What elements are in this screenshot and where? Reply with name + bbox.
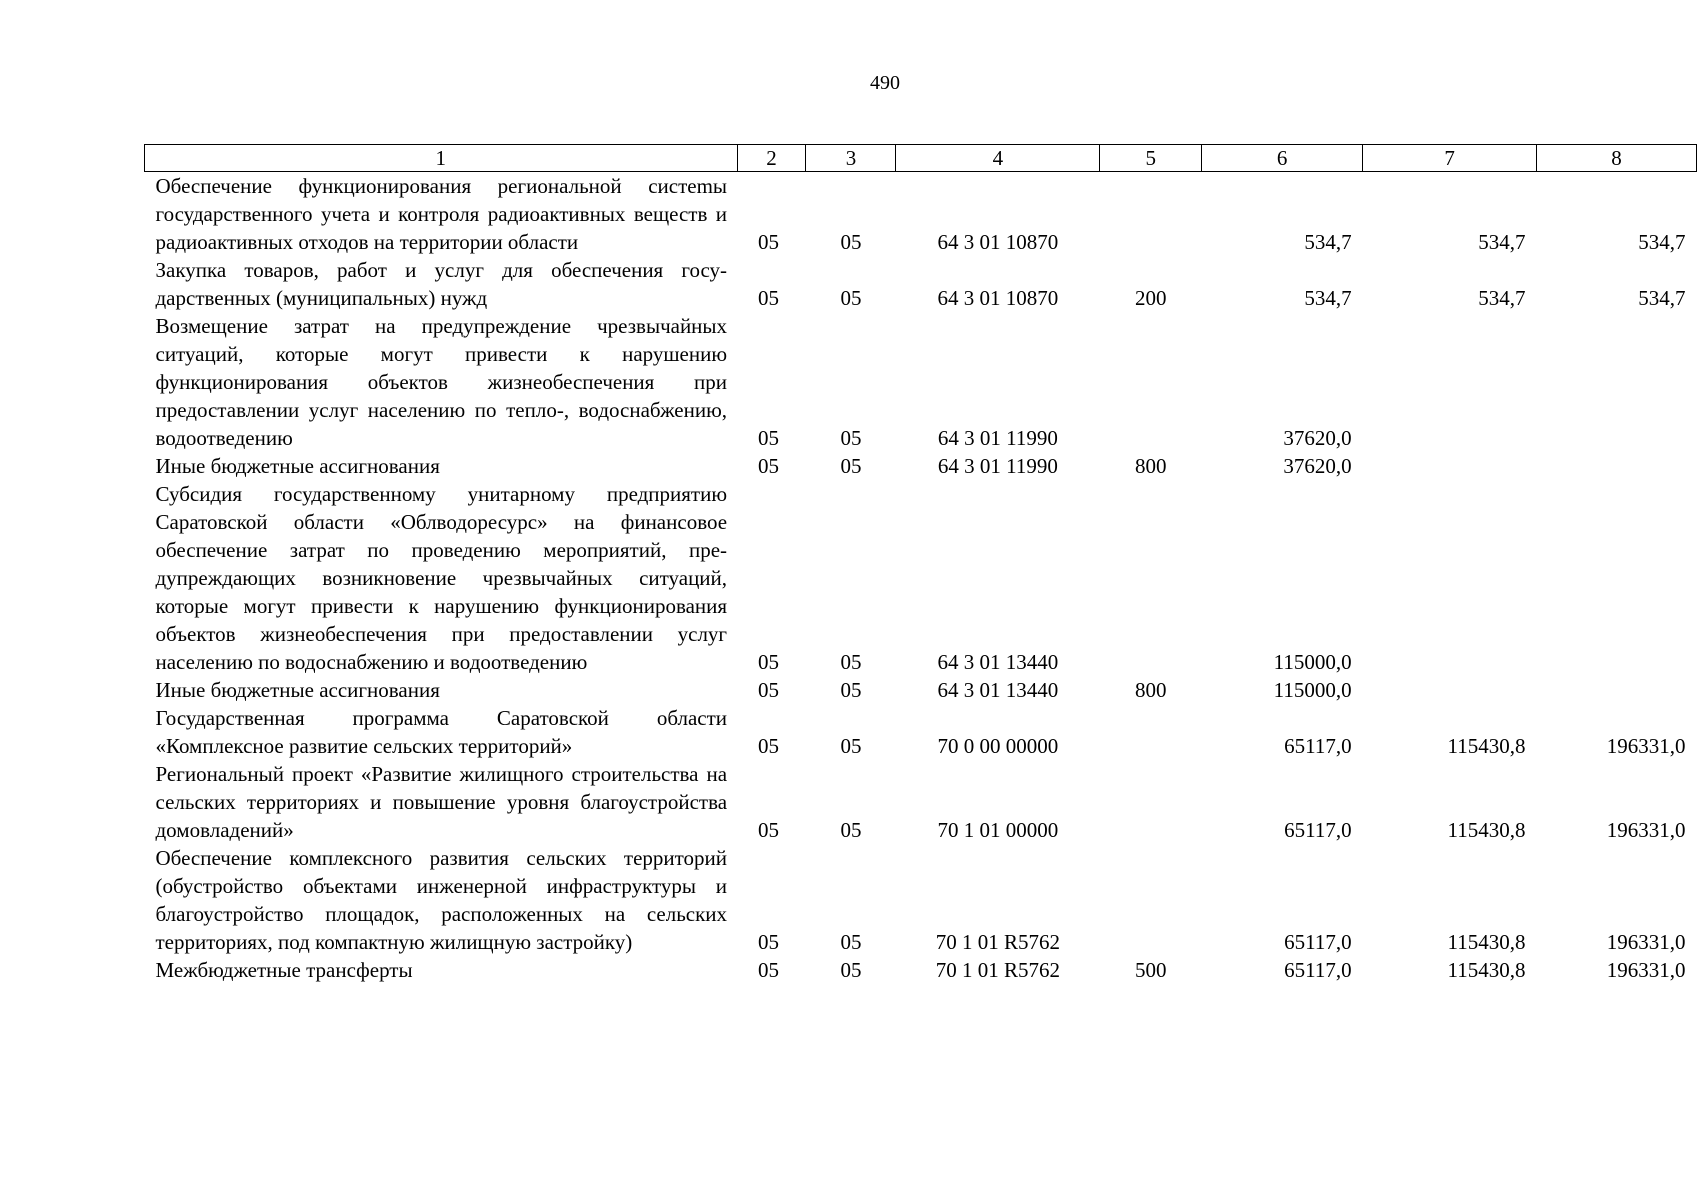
expense-type-code (1100, 312, 1202, 452)
section-code: 05 (758, 818, 780, 842)
amount-col-8: 196331,0 (1606, 734, 1686, 758)
page-number: 490 (870, 72, 900, 94)
amount-col-8: 196331,0 (1606, 930, 1686, 954)
column-header: 7 (1363, 145, 1537, 172)
target-article-code: 70 0 00 00000 (937, 734, 1059, 758)
item-name: Иные бюджетные ассигнования (155, 454, 440, 478)
expense-type-code (1100, 760, 1202, 844)
amount-col-7 (1363, 312, 1537, 452)
section-code: 05 (758, 454, 780, 478)
amount-col-6: 115000,0 (1273, 650, 1352, 674)
target-article-code: 70 1 01 R5762 (935, 958, 1060, 982)
section-code: 05 (758, 958, 780, 982)
amount-col-8: 534,7 (1638, 286, 1686, 310)
subsection-code: 05 (840, 678, 862, 702)
expense-type-code: 800 (1135, 678, 1167, 702)
amount-col-8: 534,7 (1638, 230, 1686, 254)
column-header: 3 (806, 145, 896, 172)
item-name: Обеспечение комплексного развития сельских территорий (обустройство объектами инженерной инфраструктуры и благоустройство площадок, расположенных на сельских территориях, под компактную жилищную застройку) (155, 846, 728, 954)
item-name: Государственная программа Саратовской области «Комплексное развитие сельских территорий» (155, 706, 728, 758)
amount-col-6: 37620,0 (1283, 454, 1352, 478)
amount-col-7 (1363, 452, 1537, 480)
amount-col-6: 115000,0 (1273, 678, 1352, 702)
subsection-code: 05 (840, 286, 862, 310)
table-row (145, 256, 1697, 312)
table-row (145, 172, 1697, 257)
target-article-code: 70 1 01 00000 (937, 818, 1059, 842)
target-article-code: 64 3 01 13440 (937, 678, 1059, 702)
column-header: 1 (145, 145, 738, 172)
item-name: Региональный проект «Развитие жилищного строительства на сельских территориях и повышение уровня благоустройства домовладений» (155, 762, 728, 842)
table-row (145, 312, 1697, 452)
table-row (145, 704, 1697, 760)
subsection-code: 05 (840, 958, 862, 982)
amount-col-6: 65117,0 (1284, 930, 1352, 954)
budget-table (144, 144, 1697, 984)
amount-col-7: 115430,8 (1447, 734, 1526, 758)
target-article-code: 64 3 01 10870 (937, 230, 1059, 254)
target-article-code: 64 3 01 13440 (937, 650, 1059, 674)
section-code: 05 (758, 230, 780, 254)
table-row (145, 452, 1697, 480)
item-name: Закупка товаров, работ и услуг для обеспечения государственных (муниципальных) нужд (155, 258, 728, 310)
subsection-code: 05 (840, 930, 862, 954)
expense-type-code: 800 (1135, 454, 1167, 478)
table-row (145, 480, 1697, 676)
subsection-code: 05 (840, 734, 862, 758)
column-header: 5 (1100, 145, 1202, 172)
target-article-code: 70 1 01 R5762 (935, 930, 1060, 954)
amount-col-6: 37620,0 (1283, 426, 1352, 450)
item-name: Обеспечение функционирования региональной систеmы государственного учета и контроля радиоактивных веществ и радиоактивных отходов на территории области (155, 174, 728, 254)
section-code: 05 (758, 734, 780, 758)
amount-col-7: 115430,8 (1447, 930, 1526, 954)
column-header: 2 (737, 145, 806, 172)
amount-col-8 (1537, 676, 1697, 704)
amount-col-7: 534,7 (1478, 286, 1526, 310)
amount-col-7 (1363, 480, 1537, 676)
table-row (145, 956, 1697, 984)
amount-col-6: 65117,0 (1284, 958, 1352, 982)
section-code: 05 (758, 650, 780, 674)
amount-col-8 (1537, 480, 1697, 676)
table-row (145, 676, 1697, 704)
amount-col-8: 196331,0 (1606, 958, 1686, 982)
section-code: 05 (758, 286, 780, 310)
target-article-code: 64 3 01 11990 (937, 454, 1058, 478)
item-name: Субсидия государственному унитарному предприятию Саратовской области «Облводоресурс» на финансовое обеспечение затрат по проведению мероприятий, предупреждающих возникновение чрезвычайных ситуаций, которые могут привести к нарушению функционирования объектов жизнеобеспечения при предоставлении услуг населению по водоснабжению и водоотведению (155, 482, 728, 674)
table-row (145, 844, 1697, 956)
amount-col-6: 534,7 (1304, 286, 1352, 310)
amount-col-7: 115430,8 (1447, 818, 1526, 842)
column-number-header-row (145, 145, 1697, 172)
expense-type-code (1100, 480, 1202, 676)
subsection-code: 05 (840, 426, 862, 450)
table-row (145, 760, 1697, 844)
subsection-code: 05 (840, 454, 862, 478)
amount-col-8 (1537, 312, 1697, 452)
section-code: 05 (758, 426, 780, 450)
item-name: Возмещение затрат на предупреждение чрезвычайных ситуаций, которые могут привести к нарушению функционирования объектов жизнеобеспечения при предоставлении услуг населению по тепло-, водоснабжению, водоотведению (155, 314, 728, 450)
amount-col-7: 115430,8 (1447, 958, 1526, 982)
item-name: Межбюджетные трансферты (155, 958, 413, 982)
section-code: 05 (758, 930, 780, 954)
expense-type-code: 500 (1135, 958, 1167, 982)
subsection-code: 05 (840, 230, 862, 254)
column-header: 4 (896, 145, 1100, 172)
amount-col-6: 534,7 (1304, 230, 1352, 254)
amount-col-8: 196331,0 (1606, 818, 1686, 842)
subsection-code: 05 (840, 650, 862, 674)
amount-col-6: 65117,0 (1284, 734, 1352, 758)
expense-type-code (1100, 844, 1202, 956)
amount-col-8 (1537, 452, 1697, 480)
amount-col-7 (1363, 676, 1537, 704)
item-name: Иные бюджетные ассигнования (155, 678, 440, 702)
section-code: 05 (758, 678, 780, 702)
column-header: 8 (1537, 145, 1697, 172)
subsection-code: 05 (840, 818, 862, 842)
target-article-code: 64 3 01 11990 (937, 426, 1058, 450)
expense-type-code (1100, 704, 1202, 760)
target-article-code: 64 3 01 10870 (937, 286, 1059, 310)
column-header: 6 (1202, 145, 1363, 172)
expense-type-code (1100, 172, 1202, 257)
amount-col-7: 534,7 (1478, 230, 1526, 254)
expense-type-code: 200 (1135, 286, 1167, 310)
amount-col-6: 65117,0 (1284, 818, 1352, 842)
